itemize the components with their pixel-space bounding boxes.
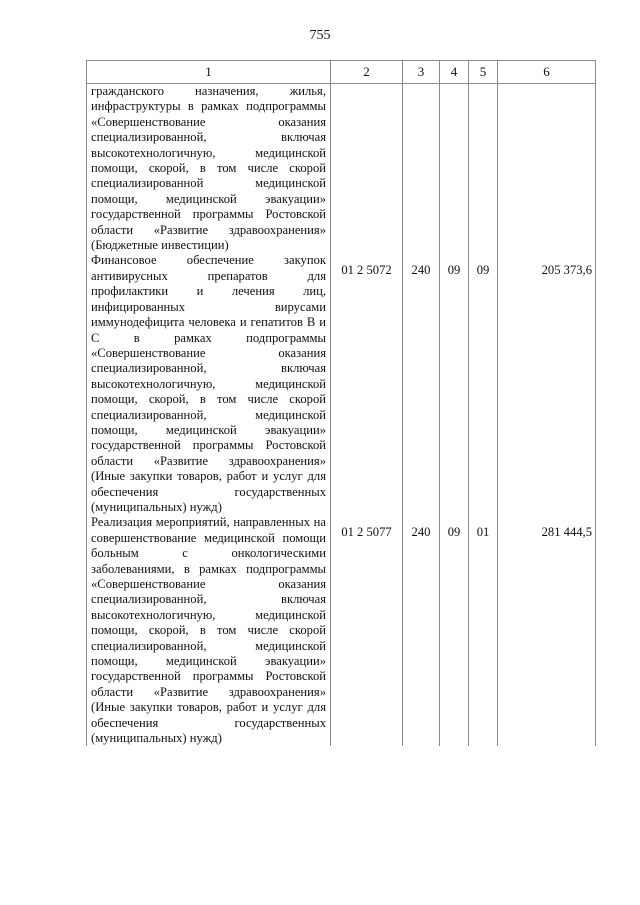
row-expense-type: 240 [403, 253, 440, 515]
column-header-3: 3 [403, 61, 440, 84]
table-header-row [87, 61, 596, 84]
row-section: 09 [440, 515, 469, 746]
table-row [87, 253, 596, 515]
row-amount [498, 84, 596, 254]
row-description: гражданского назначения, жилья, инфраструктуры в рамках подпрограммы «Совершенствование оказания специализированной, включая высокотехнологичную, медицинской помощи, скорой, в том числе скорой специализированной медицинской помощи, медицинской эвакуации» государственной программы Ростовской области «Развитие здравоохранения» (Бюджетные инвестиции) [87, 84, 331, 254]
column-header-5: 5 [469, 61, 498, 84]
row-expense-type: 240 [403, 515, 440, 746]
row-target-code: 01 2 5077 [331, 515, 403, 746]
row-target-code [331, 84, 403, 254]
table-row [87, 515, 596, 746]
row-target-code: 01 2 5072 [331, 253, 403, 515]
budget-table [86, 60, 596, 746]
row-amount: 205 373,6 [498, 253, 596, 515]
row-section [440, 84, 469, 254]
column-header-2: 2 [331, 61, 403, 84]
table-row [87, 84, 596, 254]
row-subsection [469, 84, 498, 254]
row-description: Финансовое обеспечение закупок антивирусных препаратов для профилактики и лечения лиц, инфицированных вирусами иммунодефицита человека и гепатитов В и С в рамках подпрограммы «Совершенствование оказания специализированной, включая высокотехнологичную, медицинской помощи, скорой, в том числе скорой специализированной, медицинской помощи, медицинской эвакуации» государственной программы Ростовской области «Развитие здравоохранения» (Иные закупки товаров, работ и услуг для обеспечения государственных (муниципальных) нужд) [87, 253, 331, 515]
column-header-6: 6 [498, 61, 596, 84]
row-section: 09 [440, 253, 469, 515]
row-description: Реализация мероприятий, направленных на совершенствование медицинской помощи больным с онкологическими заболеваниями, в рамках подпрограммы «Совершенствование оказания специализированной, включая высокотехнологичную, медицинской помощи, скорой, в том числе скорой специализированной, медицинской помощи, медицинской эвакуации» государственной программы Ростовской области «Развитие здравоохранения» (Иные закупки товаров, работ и услуг для обеспечения государственных (муниципальных) нужд) [87, 515, 331, 746]
row-expense-type [403, 84, 440, 254]
column-header-4: 4 [440, 61, 469, 84]
row-subsection: 01 [469, 515, 498, 746]
row-subsection: 09 [469, 253, 498, 515]
page-number: 755 [309, 28, 331, 43]
column-header-1: 1 [87, 61, 331, 84]
row-amount: 281 444,5 [498, 515, 596, 746]
